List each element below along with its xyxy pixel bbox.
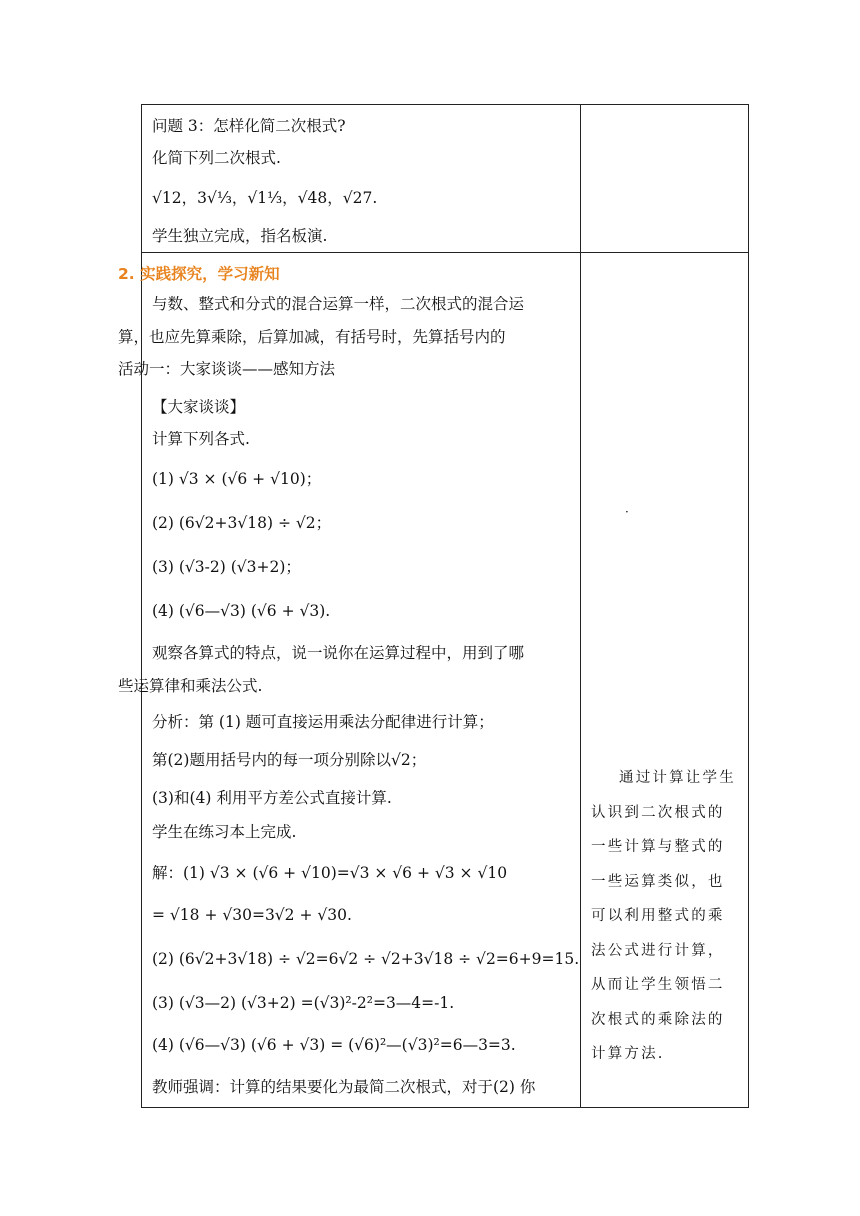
section-heading: 2. 实践探究，学习新知 [118,265,280,283]
solution-1b: = √18 + √30=3√2 + √30. [152,906,352,924]
analysis-3: (3)和(4) 利用平方差公式直接计算. [152,789,392,807]
student-note: 学生独立完成，指名板演. [152,227,328,245]
row-divider [142,252,748,253]
stray-dot: · [625,505,629,519]
solution-4: (4) (√6—√3) (√6 + √3) = (√6)²—(√3)²=6—3=3. [152,1036,516,1054]
exercise-4: (4) (√6—√3) (√6 + √3). [152,602,331,620]
column-divider [580,105,581,1107]
paragraph-line-2: 算，也应先算乘除，后算加减，有括号时，先算括号内的 [118,328,506,346]
analysis-2: 第(2)题用括号内的每一项分别除以√2； [152,751,427,769]
lesson-table [118,104,749,1108]
teaching-intent: 通过计算让学生认识到二次根式的一些计算与整式的一些运算类似，也可以利用整式的乘法公式进行计算，从而让学生领悟二次根式的乘除法的计算方法. [591,770,736,1062]
exercise-1: (1) √3 × (√6 + √10)； [152,470,322,488]
simplify-instruction: 化简下列二次根式. [152,149,281,167]
solution-3: (3) (√3—2) (√3+2) =(√3)²-2²=3—4=-1. [152,994,455,1012]
exercise-3: (3) (√3-2) (√3+2)； [152,558,301,576]
teacher-emphasis: 教师强调：计算的结果要化为最简二次根式，对于(2) 你 [152,1078,536,1096]
exercise-2: (2) (6√2+3√18) ÷ √2； [152,514,332,532]
observe-line-2: 些运算律和乘法公式. [118,677,263,695]
talk-label: 【大家谈谈】 [152,398,246,416]
solution-2: (2) (6√2+3√18) ÷ √2=6√2 ÷ √2+3√18 ÷ √2=6+9=15. [152,950,580,968]
activity-title: 活动一：大家谈谈——感知方法 [118,360,336,378]
calc-instruction: 计算下列各式. [152,430,250,448]
analysis-1: 分析：第 (1) 题可直接运用乘法分配律进行计算； [152,713,494,731]
observe-line-1: 观察各算式的特点，说一说你在运算过程中，用到了哪 [152,644,525,662]
paragraph-line-1: 与数、整式和分式的混合运算一样，二次根式的混合运 [152,295,525,313]
practice-note: 学生在练习本上完成. [152,823,297,841]
radical-expressions: √12，3√⅓，√1⅓，√48，√27. [152,189,378,207]
question-3: 问题 3：怎样化简二次根式? [152,117,346,135]
solution-1: 解：(1) √3 × (√6 + √10)=√3 × √6 + √3 × √10 [152,864,508,882]
